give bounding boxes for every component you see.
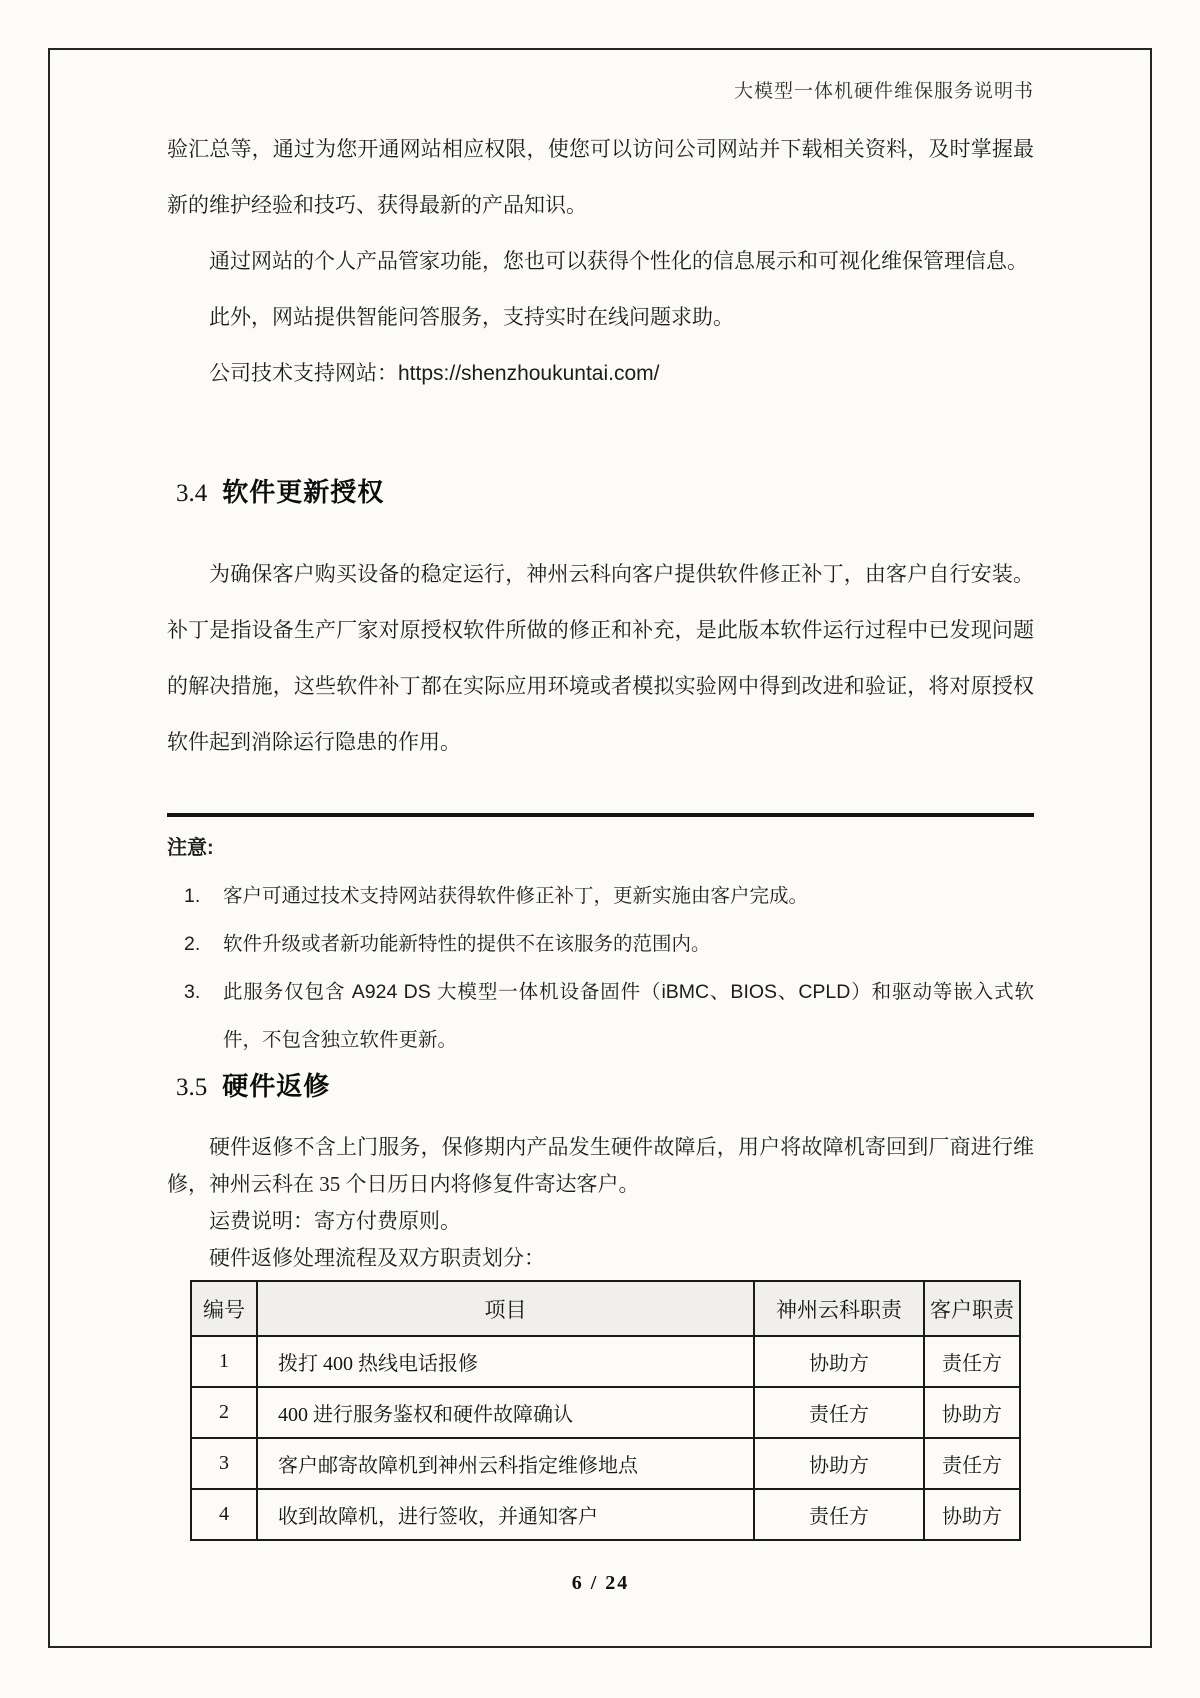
table-header-customer-duty: 客户职责 <box>924 1281 1020 1336</box>
section-3-5-number: 3.5 <box>176 1074 208 1101</box>
running-header-title: 大模型一体机硬件维保服务说明书 <box>733 81 1034 102</box>
table-cell-item: 拨打 400 热线电话报修 <box>257 1336 754 1387</box>
note-item-text: 软件升级或者新功能新特性的提供不在该服务的范围内。 <box>223 933 711 955</box>
note-item-text: 客户可通过技术支持网站获得软件修正补丁，更新实施由客户完成。 <box>223 885 809 907</box>
table-cell-number: 1 <box>191 1336 257 1387</box>
table-cell-number: 2 <box>191 1387 257 1438</box>
section-3-4-number: 3.4 <box>176 480 208 507</box>
table-row <box>191 1336 1020 1387</box>
section-3-5-paragraph-table-intro: 硬件返修处理流程及双方职责划分： <box>209 1246 545 1270</box>
table-cell-customer-duty: 协助方 <box>924 1489 1020 1540</box>
responsibility-table <box>190 1280 1021 1541</box>
page-number-footer: 6 / 24 <box>571 1572 630 1594</box>
table-cell-vendor-duty: 责任方 <box>754 1387 924 1438</box>
table-header-number: 编号 <box>191 1281 257 1336</box>
table-cell-item: 收到故障机，进行签收，并通知客户 <box>257 1489 754 1540</box>
intro-paragraph-qa-service: 此外，网站提供智能问答服务，支持实时在线问题求助。 <box>209 306 734 329</box>
section-3-5-title: 硬件返修 <box>222 1071 331 1101</box>
section-3-4-title: 软件更新授权 <box>222 477 385 507</box>
note-block <box>167 824 1034 1064</box>
section-3-4-body-paragraph: 为确保客户购买设备的稳定运行，神州云科向客户提供软件修正补丁，由客户自行安装。补丁是指设备生产厂家对原授权软件所做的修正和补充，是此版本软件运行过程中已发现问题的解决措施，这些软件补丁都在实际应用环境或者模拟实验网中得到改进和验证，将对原授权软件起到消除运行隐患的作用。 <box>167 563 1034 754</box>
table-cell-number: 4 <box>191 1489 257 1540</box>
intro-paragraph-continuation: 验汇总等，通过为您开通网站相应权限，使您可以访问公司网站并下载相关资料，及时掌握最新的维护经验和技巧、获得最新的产品知识。 <box>167 138 1034 217</box>
section-3-5-paragraph-return: 硬件返修不含上门服务，保修期内产品发生硬件故障后，用户将故障机寄回到厂商进行维修，神州云科在 35 个日历日内将修复件寄达客户。 <box>167 1135 1034 1196</box>
table-cell-vendor-duty: 协助方 <box>754 1438 924 1489</box>
table-cell-customer-duty: 责任方 <box>924 1438 1020 1489</box>
section-3-5-heading <box>176 1066 330 1103</box>
responsibility-table-wrapper <box>190 1280 1021 1541</box>
table-cell-customer-duty: 责任方 <box>924 1336 1020 1387</box>
table-cell-item: 400 进行服务鉴权和硬件故障确认 <box>257 1387 754 1438</box>
note-item <box>167 920 1034 968</box>
table-header-vendor-duty: 神州云科职责 <box>754 1281 924 1336</box>
section-3-5-text-block <box>167 1129 1034 1277</box>
intro-paragraph-website <box>167 346 1034 402</box>
table-cell-vendor-duty: 协助方 <box>754 1336 924 1387</box>
table-header-row <box>191 1281 1020 1336</box>
note-item <box>167 872 1034 920</box>
table-cell-item: 客户邮寄故障机到神州云科指定维修地点 <box>257 1438 754 1489</box>
table-cell-number: 3 <box>191 1438 257 1489</box>
table-row <box>191 1387 1020 1438</box>
note-item <box>167 968 1034 1064</box>
note-divider-rule <box>167 813 1034 817</box>
section-3-4-heading <box>176 472 384 509</box>
intro-text-block <box>167 122 1034 402</box>
note-item-number: 3. <box>184 981 201 1003</box>
table-row <box>191 1438 1020 1489</box>
note-item-number: 2. <box>184 933 201 955</box>
note-item-number: 1. <box>184 885 201 907</box>
note-label: 注意: <box>167 837 214 859</box>
intro-paragraph-product-manager: 通过网站的个人产品管家功能，您也可以获得个性化的信息展示和可视化维保管理信息。 <box>209 250 1028 273</box>
table-row <box>191 1489 1020 1540</box>
table-cell-vendor-duty: 责任方 <box>754 1489 924 1540</box>
support-website-link[interactable]: https://shenzhoukuntai.com/ <box>398 362 660 385</box>
support-website-label: 公司技术支持网站： <box>209 362 398 385</box>
table-cell-customer-duty: 协助方 <box>924 1387 1020 1438</box>
section-3-5-paragraph-freight: 运费说明：寄方付费原则。 <box>209 1209 461 1233</box>
note-item-text: 此服务仅包含 A924 DS 大模型一体机设备固件（iBMC、BIOS、CPLD）和驱动等嵌入式软件，不包含独立软件更新。 <box>223 981 1034 1051</box>
table-header-item: 项目 <box>257 1281 754 1336</box>
